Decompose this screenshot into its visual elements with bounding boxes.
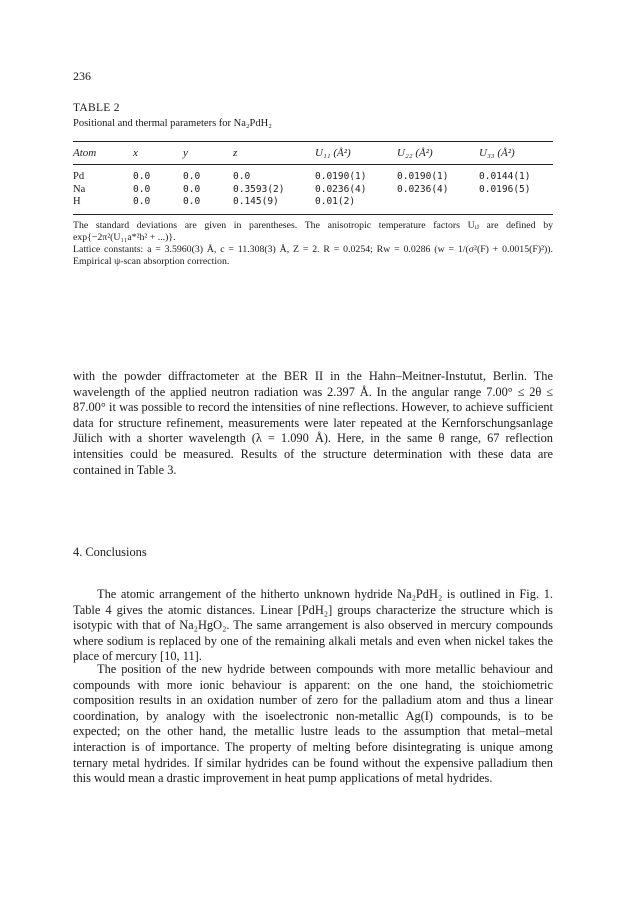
cell-z: 0.145(9) (233, 196, 315, 214)
table-title: TABLE 2 (73, 102, 120, 114)
cell-u22: 0.0236(4) (397, 183, 449, 195)
cell-x: 0.0 (133, 171, 151, 182)
cell-y: 0.0 (183, 171, 201, 182)
cell-u11: 0.0190(1) (315, 171, 367, 182)
cell-u22 (397, 196, 479, 214)
cell-u33: 0.0196(5) (479, 183, 531, 195)
body-paragraph (73, 587, 553, 665)
body-paragraph (73, 369, 553, 478)
section-heading: 4. Conclusions (73, 545, 147, 559)
header-y: y (183, 142, 233, 165)
table-row (73, 184, 553, 197)
table-2-block (73, 100, 553, 269)
table-note: The standard deviations are given in parentheses. The anisotropic temperature factors Uᵢⱼ are defined by exp{−2π²(U₁₁a*²h² + ...)}. (73, 219, 553, 243)
page-number: 236 (73, 69, 91, 83)
cell-atom: Na (73, 183, 86, 195)
paragraph-text: The atomic arrangement of the hitherto unknown hydride Na₂PdH₂ is outlined in Fig. 1. Table 4 gives the atomic distances. Linear [PdH₂] groups characterize the structure which is isotypic with that of Na₂HgO₂. The same arrangement is also observed in mercury compounds where sodium is replaced by one of the remaining alkali metals and even when nickel takes the place of mercury [10, 11]. (73, 587, 553, 664)
cell-u33 (479, 196, 553, 214)
cell-u11: 0.0236(4) (315, 183, 367, 195)
header-u11: U₁₁ (Å²) (315, 142, 397, 165)
cell-u11: 0.01(2) (315, 196, 397, 214)
table-row (73, 196, 553, 214)
cell-x: 0.0 (133, 196, 183, 214)
cell-atom: Pd (73, 171, 85, 182)
header-u33: U₃₃ (Å²) (479, 142, 553, 165)
table-row (73, 165, 553, 184)
cell-y: 0.0 (183, 196, 233, 214)
cell-u33: 0.0144(1) (479, 171, 531, 182)
header-x: x (133, 142, 183, 165)
parameters-table (73, 141, 553, 215)
cell-x: 0.0 (133, 183, 151, 195)
paragraph-text: with the powder diffractometer at the BER II in the Hahn–Meitner-Instutut, Berlin. The wavelength of the applied neutron radiation was 2.397 Å. In the angular range 7.00° ≤ 2θ ≤ 87.00° it was possible to record the intensities of nine reflections. However, to achieve sufficient data for structure refinement, measurements were later repeated at the Kernforschungsanlage Jülich with a shorter wavelength (λ = 1.090 Å). Here, in the same θ range, 67 reflection intensities could be measured. Results of the structure determination with these data are contained in Table 3. (73, 369, 553, 477)
header-z: z (233, 142, 315, 165)
table-caption (73, 100, 553, 132)
table-note: Lattice constants: a = 3.5960(3) Å, c = 11.308(3) Å, Z = 2. R = 0.0254; Rw = 0.0286 (w = 1/(σ²(F) + 0.0015(F)²)). Empirical ψ-scan absorption correction. (73, 244, 553, 268)
body-paragraph (73, 662, 553, 787)
cell-u22: 0.0190(1) (397, 171, 449, 182)
header-atom: Atom (73, 142, 133, 165)
table-header-row (73, 142, 553, 165)
cell-z: 0.0 (233, 171, 251, 182)
header-u22: U₂₂ (Å²) (397, 142, 479, 165)
cell-z: 0.3593(2) (233, 183, 285, 195)
paragraph-text: The position of the new hydride between compounds with more metallic behaviour and compounds with more ionic behaviour is apparent: on the one hand, the stoichiometric composition results in an oxidation number of zero for the palladium atom and thus a linear coordination, by analogy with the isoelectronic non-metallic Ag(I) compounds, is to be expected; on the other hand, the metallic lustre leads to the assumption that metal–metal interaction is of importance. The property of melting before disintegrating is unique among ternary metal hydrides. If similar hydrides can be found without the expensive palladium then this would mean a drastic improvement in heat pump applications of metal hydrides. (73, 662, 553, 786)
table-notes (73, 220, 553, 269)
cell-atom: H (73, 196, 133, 214)
cell-y: 0.0 (183, 183, 201, 195)
table-caption-text: Positional and thermal parameters for Na₂PdH₂ (73, 118, 272, 129)
